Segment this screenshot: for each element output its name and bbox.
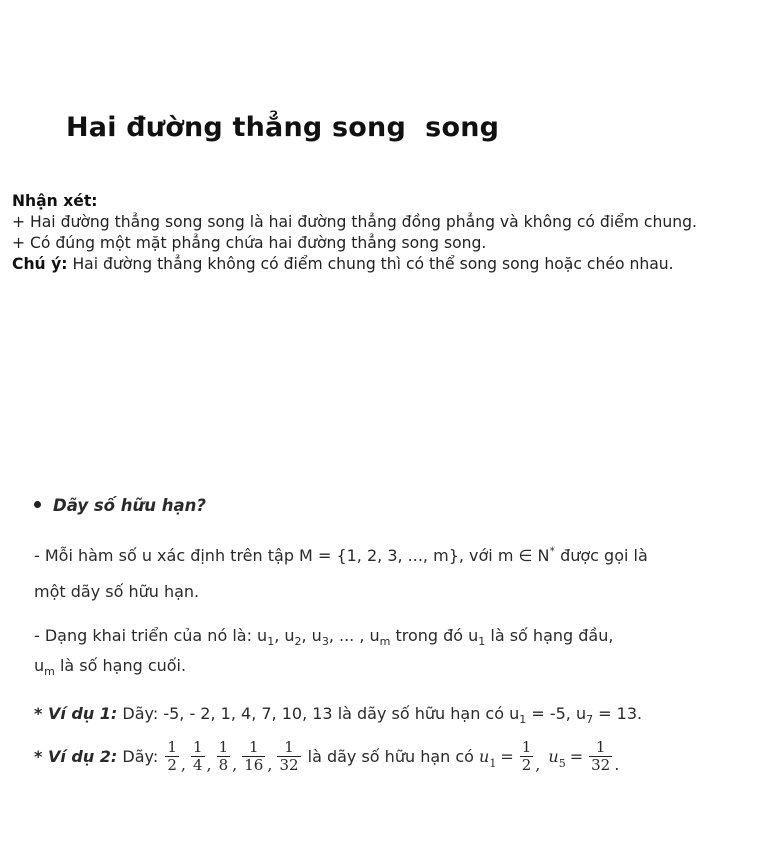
definition-text-b: được gọi là [555,546,648,565]
expansion-text-f: là số hạng đầu, [485,626,614,645]
u5-symbol: u [548,747,559,766]
example-2-text-b: là dãy số hữu hạn có [302,747,480,766]
equals-sign: = [569,747,584,766]
fraction-denominator: 2 [167,756,177,774]
section-heading: Dãy số hữu hạn? [53,496,206,515]
example-2 [34,739,619,774]
star-superscript: * [549,544,555,558]
comma: , [180,755,186,774]
example-1-text-a: Dãy: -5, - 2, 1, 4, 7, 10, 13 là dãy số hữu hạn có u [117,704,520,723]
fraction-denominator: 32 [591,756,611,774]
caution-text: Hai đường thẳng không có điểm chung thì có thể song song hoặc chéo nhau. [67,255,674,273]
notes-block [12,191,762,275]
example-1-text-c: = 13. [593,704,643,723]
fraction-4 [242,739,265,774]
definition-line-2: một dãy số hữu hạn. [34,582,200,601]
u5-subscript: 5 [558,757,566,770]
fraction-denominator: 8 [218,756,229,774]
fraction-5 [277,739,300,774]
fraction-numerator: 1 [249,738,259,756]
example-1-text-b: = -5, u [526,704,587,723]
result-fraction-2 [589,739,612,774]
definition-text-a: - Mỗi hàm số u xác định trên tập M = {1, 2, 3, ..., m}, với m ∈ N [34,546,550,565]
caution-label: Chú ý: [12,255,68,273]
fraction-numerator: 1 [284,738,294,756]
expansion-line-1 [34,626,614,649]
fraction-3 [217,739,231,774]
fraction-numerator: 1 [192,738,203,756]
comma: , [267,755,273,774]
sub-2: 2 [294,635,302,649]
notes-line-2: + Có đúng một mặt phẳng chứa hai đường thẳng song song. [12,234,487,252]
section-heading-row [34,496,206,515]
expansion-text-c: , u [301,626,322,645]
example-2-text-a: Dãy: [117,747,164,766]
notes-caution-line [12,254,762,275]
result-fraction-1 [520,739,534,774]
sub-m-2: m [44,665,55,679]
sub-1b: 1 [478,635,486,649]
comma: , [206,755,212,774]
expansion-text-a: - Dạng khai triển của nó là: u [34,626,268,645]
sub-3: 3 [321,635,329,649]
fraction-denominator: 2 [521,756,532,774]
example-2-label: * Ví dụ 2: [34,747,118,766]
comma: , [232,755,238,774]
comma: , [535,755,541,774]
ex1-sub-1: 1 [519,713,527,727]
u1-symbol: u [479,747,490,766]
definition-line-1 [34,546,648,565]
fraction-1 [165,739,179,774]
u1-subscript: 1 [489,757,497,770]
sub-1: 1 [267,635,275,649]
fraction-numerator: 1 [218,738,229,756]
bullet-icon [34,501,41,508]
notes-label-line [12,191,762,212]
fraction-numerator: 1 [595,738,606,756]
fraction-denominator: 16 [244,756,264,774]
sub-m: m [379,635,391,649]
expansion-text-d: , ... , u [328,626,380,645]
equals-sign: = [500,747,514,766]
period: . [614,755,620,774]
expansion-text-b: , u [274,626,295,645]
notes-label: Nhận xét: [12,192,98,210]
fraction-2 [191,739,205,774]
notes-line-1: + Hai đường thẳng song song là hai đường thẳng đồng phẳng và không có điểm chung. [12,213,697,231]
expansion-line-2 [34,656,187,679]
example-1-label: * Ví dụ 1: [34,704,118,723]
ex1-sub-7: 7 [586,713,594,727]
fraction-denominator: 32 [279,756,299,774]
fraction-numerator: 1 [521,738,532,756]
example-1 [34,704,643,727]
page-title: Hai đường thẳng song song [66,112,500,143]
expansion-text-e: trong đó u [390,626,479,645]
fraction-numerator: 1 [167,738,177,756]
last-term-text: là số hạng cuối. [54,656,187,675]
um-text: u [34,656,45,675]
fraction-denominator: 4 [192,756,203,774]
